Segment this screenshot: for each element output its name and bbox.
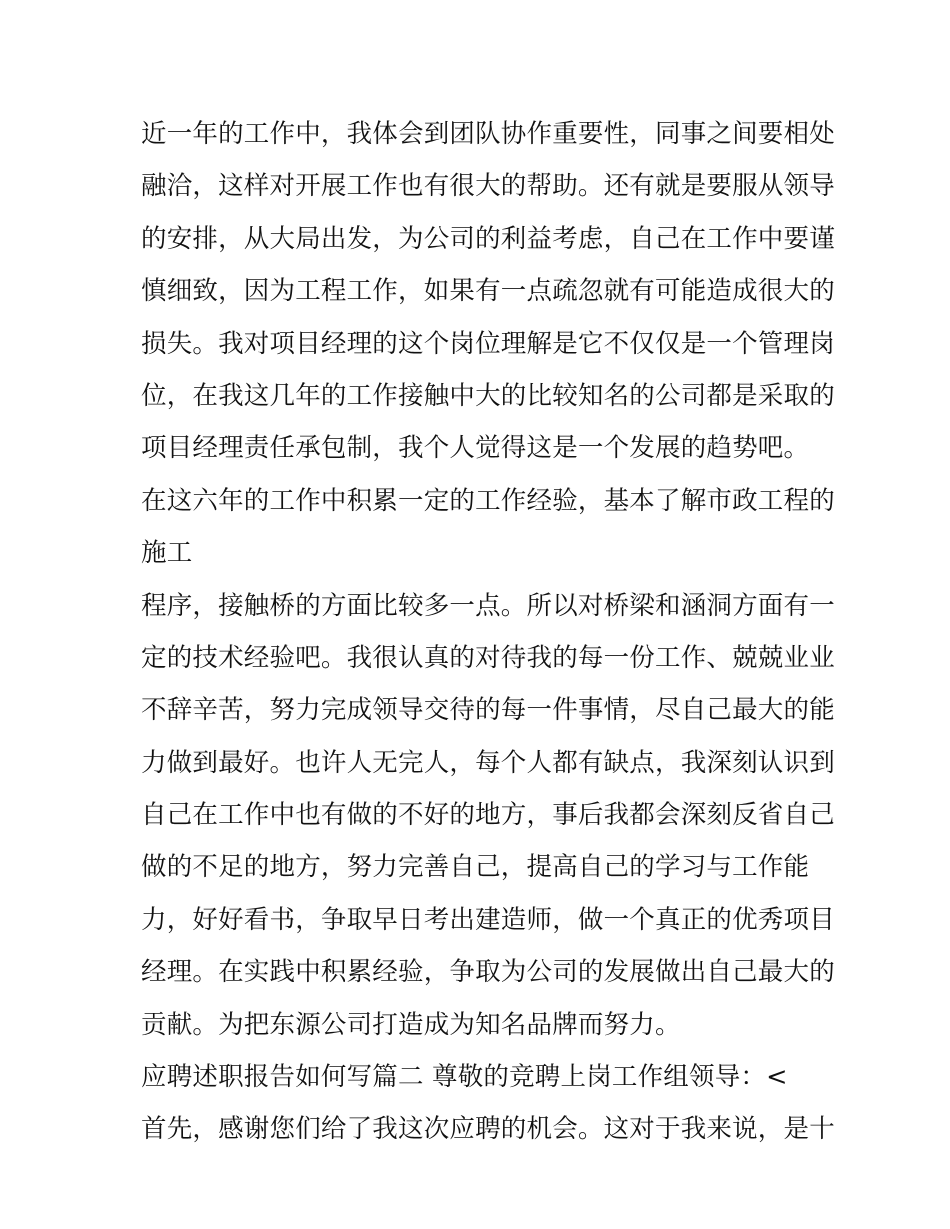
text-line: 慎细致，因为工程工作，如果有一点疏忽就有可能造成很大的 — [141, 276, 835, 307]
text-line: 经理。在实践中积累经验，争取为公司的发展做出自己最大的 — [141, 957, 835, 988]
text-line: 融洽，这样对开展工作也有很大的帮助。还有就是要服从领导 — [141, 171, 835, 202]
text-line: 做的不足的地方，努力完善自己，提高自己的学习与工作能 — [141, 852, 810, 883]
body-text — [141, 108, 835, 1156]
text-line: 近一年的工作中，我体会到团队协作重要性，同事之间要相处 — [141, 119, 835, 149]
text-line: 自己在工作中也有做的不好的地方，事后我都会深刻反省自己 — [141, 800, 835, 831]
text-line: 定的技术经验吧。我很认真的对待我的每一份工作、兢兢业业 — [141, 642, 835, 673]
text-line: 贡献。为把东源公司打造成为知名品牌而努力。 — [141, 1009, 681, 1040]
text-line: 首先，感谢您们给了我这次应聘的机会。这对于我来说，是十 — [141, 1114, 835, 1145]
text-line: 不辞辛苦，努力完成领导交待的每一件事情，尽自己最大的能 — [141, 695, 835, 726]
text-line: 的安排，从大局出发，为公司的利益考虑，自己在工作中要谨 — [141, 223, 835, 254]
text-line: 在这六年的工作中积累一定的工作经验，基本了解市政工程的 — [141, 485, 835, 516]
text-line: 施工 — [141, 538, 193, 569]
section-heading-line: 应聘述职报告如何写篇二 尊敬的竞聘上岗工作组领导：< — [141, 1062, 788, 1093]
text-line: 位，在我这几年的工作接触中大的比较知名的公司都是采取的 — [141, 380, 835, 411]
text-line: 项目经理责任承包制，我个人觉得这是一个发展的趋势吧。 — [141, 433, 810, 464]
text-line: 力做到最好。也许人无完人，每个人都有缺点，我深刻认识到 — [141, 747, 835, 778]
text-line: 程序，接触桥的方面比较多一点。所以对桥梁和涵洞方面有一 — [141, 590, 835, 621]
text-line: 损失。我对项目经理的这个岗位理解是它不仅仅是一个管理岗 — [141, 328, 835, 359]
text-line: 力，好好看书，争取早日考出建造师，做一个真正的优秀项目 — [141, 904, 835, 935]
